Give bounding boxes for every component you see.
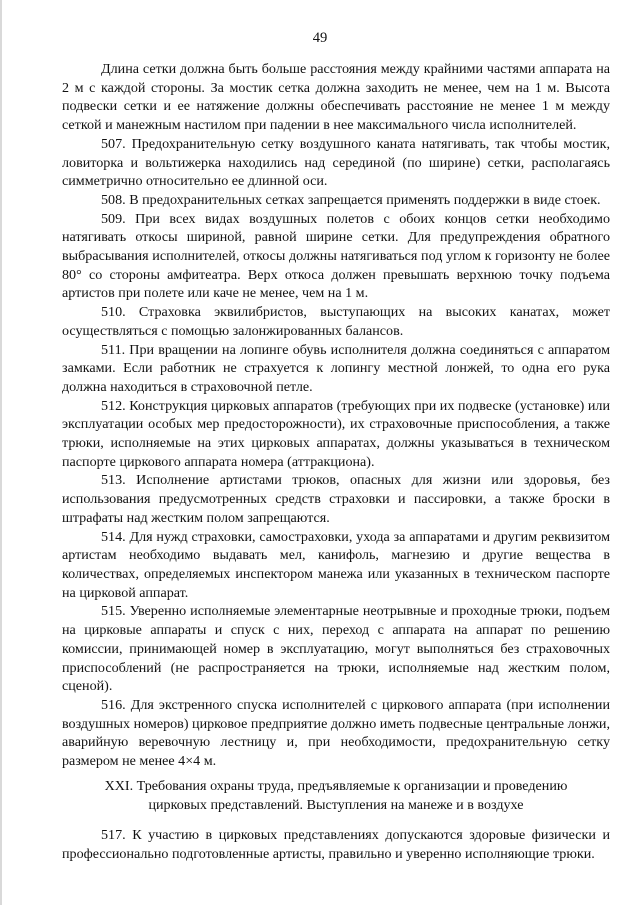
section-heading: XXI. Требования охраны труда, предъявляемые к организации и проведению цирковых представлений. Выступления на манеже и в воздухе — [104, 778, 568, 813]
paragraph-509: 509. При всех видах воздушных полетов с обоих концов сетки необходимо натягивать откосы шириной, равной ширине сетки. Для предупреждения обратного выбрасывания исполнителей, откосы должны натягиваться под углом к горизонту не более 80° со стороны амфитеатра. Верх откоса должен превышать верхнюю точку подъема артистов при полете или каче не менее, чем на 1 м. — [62, 210, 610, 302]
paragraph-507: 507. Предохранительную сетку воздушного каната натягивать, так чтобы мостик, ловиторка и вольтижерка находились над серединой (по ширине) сетки, располагаясь симметрично относительно ее длинной оси. — [62, 135, 610, 190]
page-number: 49 — [312, 30, 328, 46]
paragraph-512: 512. Конструкция цирковых аппаратов (требующих при их подвеске (установке) или эксплуатации особых мер предосторожности), их страховочные приспособления, а также трюки, исполняемые на этих цирковых аппаратах, должны указываться в техническом паспорте циркового аппарата номера (аттракциона). — [62, 397, 610, 470]
paragraph-513: 513. Исполнение артистами трюков, опасных для жизни или здоровья, без использования предусмотренных средств страховки и пассировки, а также броски в штрафаты над жестким полом запрещаются. — [62, 472, 610, 526]
paragraph-510: 510. Страховка эквилибристов, выступающих на высоких канатах, может осуществляться с помощью залонжированных балансов. — [62, 304, 610, 339]
paragraph-517: 517. К участию в цирковых представлениях допускаются здоровые физически и профессионально подготовленные артисты, правильно и уверенно исполняющие трюки. — [62, 827, 610, 862]
paragraph-515: 515. Уверенно исполняемые элементарные неотрывные и проходные трюки, подъем на цирковые аппараты и спуск с них, переход с аппарата на аппарат по решению комиссии, принимающей номер в эксплуатацию, могут выполняться без страховочных приспособлений (не распространяется на трюки, исполняемые над жестким полом, сценой). — [62, 603, 610, 695]
paragraph-516: 516. Для экстренного спуска исполнителей с циркового аппарата (при исполнении воздушных номеров) цирковое предприятие должно иметь подвесные центральные лонжи, аварийную веревочную лестницу и, при необходимости, предохранительную сетку размером не менее 4×4 м. — [62, 696, 610, 770]
document-body — [62, 60, 610, 771]
scan-edge — [0, 0, 2, 905]
paragraph-continuation: Длина сетки должна быть больше расстояния между крайними частями аппарата на 2 м с каждой стороны. За мостик сетка должна заходить не менее, чем на 1 м. Высота подвески сетки и ее натяжение должны обеспечивать расстояние не менее 1 м между сеткой и манежным настилом при падении в нее максимального числа исполнителей. — [62, 61, 610, 134]
paragraph-514: 514. Для нужд страховки, самостраховки, ухода за аппаратами и другим реквизитом артистам необходимо выдавать мел, канифоль, магнезию и другие вещества в количествах, определяемых инспектором манежа или указанных в техническом паспорте на цирковой аппарат. — [62, 528, 610, 601]
paragraph-511: 511. При вращении на лопинге обувь исполнителя должна соединяться с аппаратом замками. Если работник не страхуется к лопингу местной лонжей, то одна его рука должна находиться в страховочной петле. — [62, 341, 610, 395]
paragraph-508: 508. В предохранительных сетках запрещается применять поддержки в виде стоек. — [101, 191, 601, 208]
